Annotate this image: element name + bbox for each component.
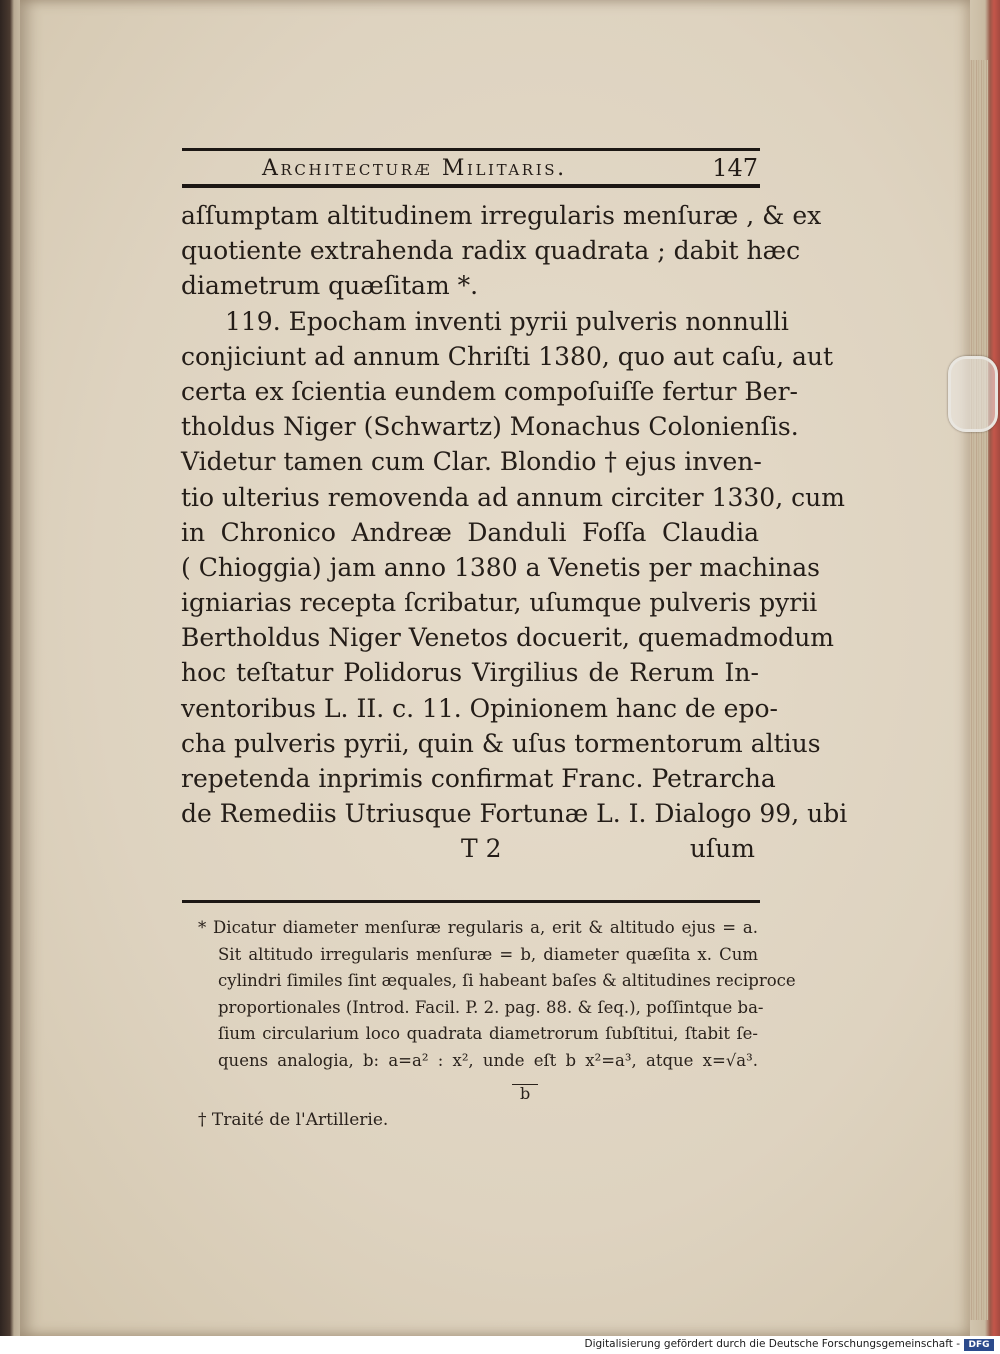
header-rule-bottom <box>182 184 760 188</box>
text-line: 119. Epocham inventi pyrii pulveris nonnulli <box>225 306 789 336</box>
footnote-line: * Dicatur diameter menſuræ regularis a, erit & altitudo ejus = a. <box>198 918 758 937</box>
page-header <box>182 152 760 184</box>
footnotes <box>198 915 796 1074</box>
footnote-line: cylindri ſimiles ſint æquales, ſi habeant baſes & altitudines reciproce <box>218 971 796 990</box>
text-line: quotiente extrahenda radix quadrata ; dabit hæc <box>181 236 801 266</box>
funding-banner <box>0 1336 1000 1354</box>
signature-mark: T 2 <box>461 834 502 864</box>
text-line: certa ex ſcientia eundem compoſuiſſe fertur Ber- <box>181 376 798 406</box>
text-line: hoc teſtatur Polidorus Virgilius de Rerum In- <box>181 658 759 688</box>
text-line: ( Chioggia) jam anno 1380 a Venetis per machinas <box>181 552 820 582</box>
footnote-artillerie: † Traité de l'Artillerie. <box>198 1110 389 1130</box>
text-line: tholdus Niger (Schwartz) Monachus Colonienſis. <box>181 412 799 442</box>
footnote-line: ſium circularium loco quadrata diametrorum ſubſtitui, ſtabit ſe- <box>218 1024 758 1043</box>
footnote-line: Sit altitudo irregularis menſuræ = b, diameter quæſita x. Cum <box>218 944 758 964</box>
dfg-logo: DFG <box>964 1339 994 1351</box>
catchword: uſum <box>689 834 755 864</box>
running-head: Architecturæ Militaris. <box>262 156 567 181</box>
footnote-line: quens analogia, b: a=a² : x², unde eſt b x²=a³, atque x=√a³. <box>218 1050 758 1070</box>
text-line: conjiciunt ad annum Chriſti 1380, quo aut caſu, aut <box>181 341 834 371</box>
text-line: cha pulveris pyrii, quin & uſus tormentorum altius <box>181 728 821 758</box>
text-line: in Chronico Andreæ Danduli Foſſa Claudia <box>181 517 759 547</box>
text-line: aſſumptam altitudinem irregularis menſuræ , & ex <box>181 201 822 230</box>
header-rule-top <box>182 148 760 151</box>
text-line: tio ulterius removenda ad annum circiter 1330, cum <box>181 482 845 512</box>
footnote-denominator: b <box>520 1084 531 1103</box>
banner-text: Digitalisierung gefördert durch die Deutsche Forschungsgemeinschaft - <box>584 1338 960 1350</box>
text-line: Videtur tamen cum Clar. Blondio † ejus inven- <box>181 447 762 477</box>
text-line: Bertholdus Niger Venetos docuerit, quemadmodum <box>181 623 835 653</box>
signature-line <box>181 831 759 866</box>
text-line: repetenda inprimis confirmat Franc. Petrarcha <box>181 764 776 793</box>
text-line: de Remediis Utriusque Fortunæ L. I. Dialogo 99, ubi <box>181 799 848 829</box>
footnote-line: proportionales (Introd. Facil. P. 2. pag. 88. & ſeq.), poſſintque ba- <box>218 997 764 1017</box>
page-clip <box>948 356 998 432</box>
footnote-rule <box>182 900 760 903</box>
text-line: diametrum quæſitam *. <box>181 271 479 301</box>
text-line: ventoribus L. II. c. 11. Opinionem hanc de epo- <box>181 693 778 723</box>
text-line: igniarias recepta ſcribatur, uſumque pulveris pyrii <box>181 588 818 618</box>
body-text <box>181 198 848 867</box>
page-number: 147 <box>712 154 758 182</box>
